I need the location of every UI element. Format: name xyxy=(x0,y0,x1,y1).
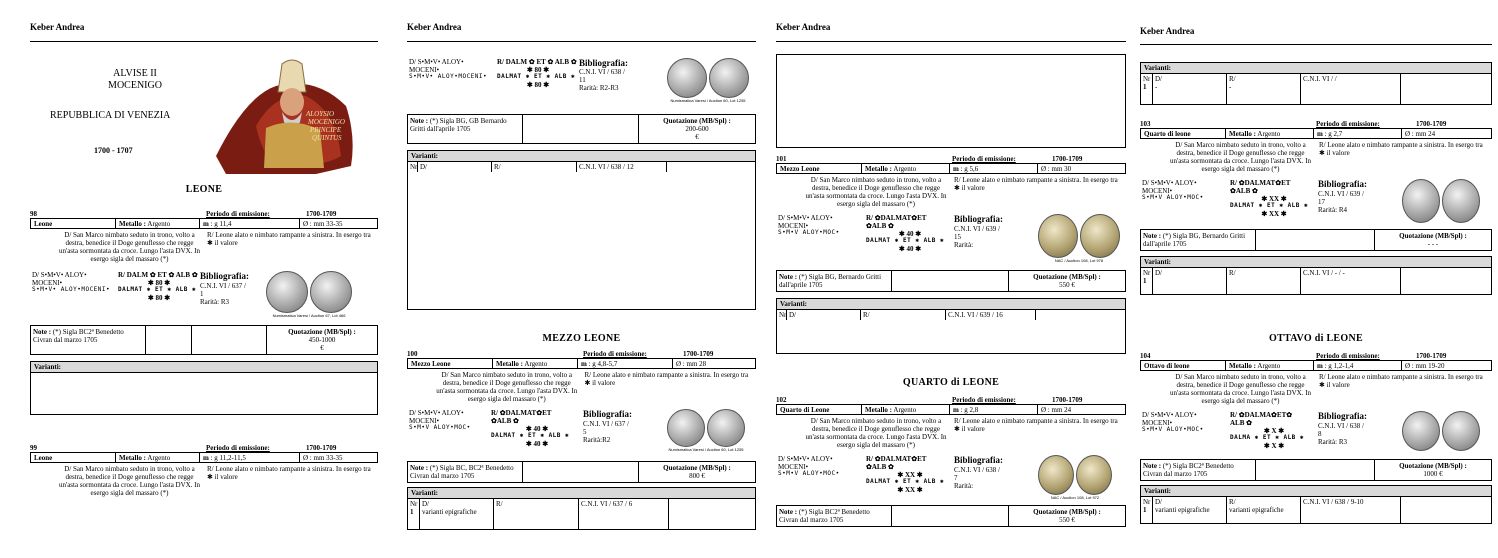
coin-entry-98 xyxy=(30,210,378,415)
note-text: Note : (*) Sigla BC2ª Benedetto Civran dal marzo 1705 xyxy=(31,326,146,354)
section-title-quarto-leone: QUARTO di LEONE xyxy=(902,377,1000,388)
page-2 xyxy=(407,0,756,558)
coin-info-row: Leone Metallo : Argento m : g 11,2-11,5 Ø : mm 33-35 xyxy=(30,452,378,463)
obverse-legend: D/ S•M•V• ALOY• MOCENI• S•M•V• ALOY•MOCENI• xyxy=(32,271,111,294)
obverse-photo xyxy=(266,271,308,313)
coin-info-row xyxy=(30,218,378,229)
page-header: Keber Andrea xyxy=(776,22,831,32)
coin-entry-104: 104 Periodo di emissione: 1700-1709 Ottavo di leone Metallo : Argento m : g 1,2-1,4 Ø : mm 19-20 D/ San Marco nimbato seduto in trono, volto a destra, benedice il Doge genuflesso che regge un'asta sormontata da croce. Lungo l'asta DVX. In esergo sigla del massaro (*) R/ Leone alato e nimbato rampante a sinistra. In esergo tra ✱ il valore D/ S•M•V• ALOY• MOCENI• S•M•V ALOY•MOC• R/ ✿DALMA✿ET✿ ALB ✿ ✱ X ✱ DALMA ✱ ET ✱ ALB ✱ ✱ X ✱ Bibliografia: C.N.I. VI / 638 / 8 Rarità: R3 Note : (*) Sigla BC2ª Benedetto Civran dal marzo 1705 Quotazione (MB/Spl) : 1000 € Varianti: Nr 1 D/ varianti epigrafiche R/ varianti epigrafiche C.N.I. VI / 638 / 9-10 xyxy=(1140,352,1492,524)
variants-box xyxy=(776,54,1126,148)
variants-header: Varianti: xyxy=(31,362,377,373)
photo-caption: Numismatica Varesi / Auction 67, Lot 466 xyxy=(272,313,346,319)
section-title-mezzo-leone: MEZZO LEONE xyxy=(542,333,621,344)
emission-period: Periodo di emissione: 1700-1709 xyxy=(206,444,337,452)
cover xyxy=(30,60,378,170)
page-header: Keber Andrea xyxy=(407,22,462,32)
coin-entry-103: 103 Periodo di emissione: 1700-1709 Quarto di leone Metallo : Argento m : g 2,7 Ø : mm 24 D/ San Marco nimbato seduto in trono, volto a destra, benedice il Doge genuflesso che regge un'asta sormontata da croce. Lungo l'asta DVX. In esergo sigla del massaro (*) R/ Leone alato e nimbato rampante a sinistra. In esergo tra ✱ il valore D/ S•M•V• ALOY• MOCENI• S•M•V ALOY•MOC• R/ ✿DALMAT✿ET ✿ALB ✿ ✱ XX ✱ DALMAT ✱ ET ✱ ALB ✱ ✱ XX ✱ Bibliografia: C.N.I. VI / 639 / 17 Rarità: R4 Note : (*) Sigla BG, Bernardo Gritti dall'aprile 1705 Quotazione (MB/Spl) : - - - Varianti: Nr 1 D/ R/ C.N.I. VI / - / - xyxy=(1140,120,1492,295)
header-rule xyxy=(407,41,756,42)
page-1 xyxy=(30,0,378,558)
doge-portrait xyxy=(216,56,356,174)
valuation: Quotazione (MB/Spl) : 200-600 € xyxy=(663,116,731,141)
reign-years: 1700 - 1707 xyxy=(94,146,133,155)
coin-description: D/ San Marco nimbato seduto in trono, volto a destra, benedice il Doge genuflesso che regge un'asta sormontata da croce. Lungo l'asta DVX. In esergo sigla del massaro (*) R/ Leone alato e nimbato rampante a sinistra. In esergo tra ✱ il valore xyxy=(58,465,371,498)
coin-entry-102: 102 Periodo di emissione: 1700-1709 Quarto di Leone Metallo : Argento m : g 2,8 Ø : mm 24 D/ San Marco nimbato seduto in trono, volto a destra, benedice il Doge genuflesso che regge un'asta sormontata da croce. Lungo l'asta DVX. In esergo sigla del massaro (*) R/ Leone alato e nimbato rampante a sinistra. In esergo tra ✱ il valore D/ S•M•V• ALOY• MOCENI• S•M•V ALOY•MOC• R/ ✿DALMAT✿ET ✿ALB ✿ ✱ XX ✱ DALMAT ✱ ET ✱ ALB ✱ ✱ XX ✱ Bibliografia: C.N.I. VI / 638 / 7 Rarità: NAC / Auction 108, Lot 972 Note : (*) Sigla BC2ª Benedetto Civran dal marzo 1705 Quotazione (MB/Spl) : 550 € xyxy=(776,396,1126,527)
variant-row: Nr D/ R/ C.N.I. VI / 638 / 12 xyxy=(408,162,755,172)
coin-photos: Numismatica Varesi / Auction 60, Lot 1255 xyxy=(667,58,749,104)
valuation: Quotazione (MB/Spl) : 450-1000 € xyxy=(288,327,356,352)
coin-entry-100: 100 Periodo di emissione: 1700-1709 Mezzo Leone Metallo : Argento m : g 4,8-5,7 Ø : mm 28 D/ San Marco nimbato seduto in trono, volto a destra, benedice il Doge genuflesso che regge un'asta sormontata da croce. Lungo l'asta DVX. In esergo sigla del massaro (*) R/ Leone alato e nimbato rampante a sinistra. In esergo tra ✱ il valore D/ S•M•V• ALOY• MOCENI• S•M•V ALOY•MOC• R/ ✿DALMAT✿ET ✿ALB ✿ ✱ 40 ✱ DALMAT ✱ ET ✱ ALB ✱ ✱ 40 ✱ Bibliografia: C.N.I. VI / 637 / 5 Rarità:R2 Numismatica Varesi / Auction 60, Lot 1255 Note : (*) Sigla BC, BC2ª Benedetto Civran dal marzo 1705 Quotazione (MB/Spl) : 800 € Varianti: Nr 1 D/ varianti epigrafiche R/ C.N.I. VI / 637 / 6 xyxy=(407,350,756,530)
variants-box-top: Varianti: Nr 1 D/ - R/ - C.N.I. VI / / xyxy=(1140,62,1492,105)
header-rule xyxy=(1140,44,1492,45)
catalog-number: 99 xyxy=(30,444,37,452)
diameter-cell: Ø : mm 33-35 xyxy=(303,220,343,228)
header-rule xyxy=(776,41,1126,42)
coin-description xyxy=(30,231,378,263)
obverse-description: D/ San Marco nimbato seduto in trono, volto a destra, benedice il Doge genuflesso che regge un'asta sormontata da croce. Lungo l'asta DVX. In esergo sigla del massaro (*) xyxy=(58,231,201,264)
notes-row xyxy=(30,325,378,355)
coin-entry-101: 101 Periodo di emissione: 1700-1709 Mezzo Leone Metallo : Argento m : g 5,6 Ø : mm 30 D/ San Marco nimbato seduto in trono, volto a destra, benedice il Doge genuflesso che regge un'asta sormontata da croce. Lungo l'asta DVX. In esergo sigla del massaro (*) R/ Leone alato e nimbato rampante a sinistra. In esergo tra ✱ il valore D/ S•M•V• ALOY• MOCENI• S•M•V ALOY•MOC• R/ ✿DALMAT✿ET ✿ALB ✿ ✱ 40 ✱ DALMAT ✱ ET ✱ ALB ✱ ✱ 40 ✱ Bibliografia: C.N.I. VI / 639 / 15 Rarità: NAC / Auction 108, Lot 978 Note : (*) Sigla BG, Bernardo Gritti dall'aprile 1705 Quotazione (MB/Spl) : 550 € Varianti: Nr D/ R/ C.N.I. VI / 639 / 16 xyxy=(776,155,1126,354)
svg-text:ALOYSIO MOCENIGO: ALOYSIO MOCENIGO PRINCIPE QUINTUS xyxy=(306,110,345,142)
page-header: Keber Andrea xyxy=(30,22,85,32)
section-title-leone: LEONE xyxy=(185,184,223,195)
section-title-ottavo-leone: OTTAVO di LEONE xyxy=(1269,333,1363,344)
emission-period: Periodo di emissione: 1700-1709 xyxy=(206,210,337,218)
variants-box: Varianti: Nr D/ R/ C.N.I. VI / 638 / 12 xyxy=(407,150,756,310)
header-rule xyxy=(30,41,378,42)
catalog-number: 98 xyxy=(30,210,37,218)
variants-box xyxy=(30,361,378,415)
denomination: Leone xyxy=(31,219,116,228)
page-3 xyxy=(776,0,1126,558)
legend-row: D/ S•M•V• ALOY• MOCENI• S•M•V• ALOY•MOCENI• R/ DALM ✿ ET ✿ ALB ✿ ✱ 80 ✱ DALMAT ✱ ET ✱ ALB ✱ ✱ 80 ✱ Bibliografia: C.N.I. VI / 638 / 11 Rarità: R2-R3 Numismatica Varesi / Auction 60, Lot 1255 xyxy=(407,58,756,104)
notes-row: Note : (*) Sigla BG, GB Bernardo Gritti dall'aprile 1705 Quotazione (MB/Spl) : 200-600 € xyxy=(407,114,756,144)
coin-entry-continued xyxy=(407,58,756,310)
page-header: Keber Andrea xyxy=(1140,26,1195,36)
reverse-legend: R/ DALM ✿ ET ✿ ALB ✿ ✱ 80 ✱ DALMAT ✱ ET ✱ ALB ✱ ✱ 80 ✱ xyxy=(118,271,198,303)
weight-cell: m : g 11,4 xyxy=(200,219,300,228)
bibliography: Bibliografia: C.N.I. VI / 637 / 1 Rarità: R3 xyxy=(200,271,249,306)
reverse-description: R/ Leone alato e nimbato rampante a sinistra. In esergo tra ✱ il valore xyxy=(207,231,371,248)
metal-cell: Metallo : Argento xyxy=(116,219,200,228)
republic-name: REPUBBLICA DI VENEZIA xyxy=(50,110,171,121)
coin-entry-99 xyxy=(30,444,378,497)
legend-row xyxy=(30,271,378,319)
coin-photos xyxy=(266,271,352,319)
doge-name: ALVISE II MOCENIGO xyxy=(108,68,162,91)
reverse-photo xyxy=(310,271,352,313)
bibliography: Bibliografia: C.N.I. VI / 638 / 11 Rarità: R2-R3 xyxy=(579,58,628,93)
page-4 xyxy=(1140,0,1492,558)
